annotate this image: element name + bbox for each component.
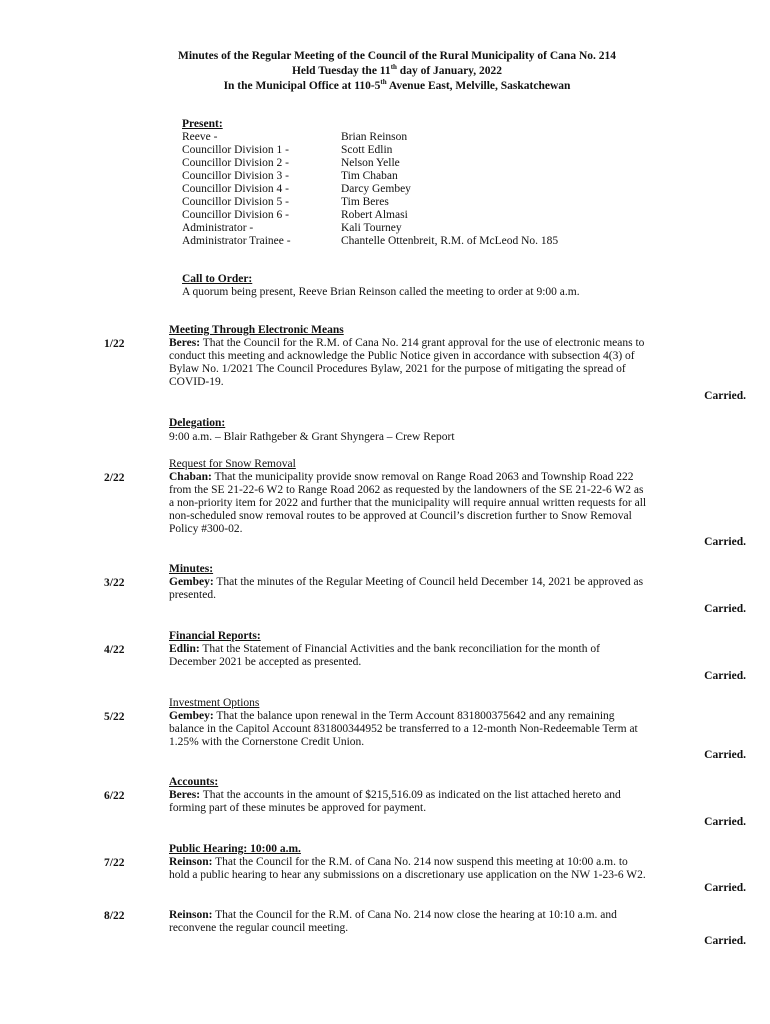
motion-2-line: Policy #300-02. (169, 523, 243, 535)
motion-3-heading: Minutes: (169, 563, 214, 575)
present-role: Administrator - (182, 222, 254, 234)
motion-3-text (169, 576, 747, 602)
motion-6-line: That the accounts in the amount of $215,516.09 as indicated on the list attached hereto and (200, 789, 621, 801)
motion-2-result: Carried. (704, 536, 746, 548)
motion-2-line: non-scheduled snow removal routes to be approved at Council’s discretion further to Snow Removal (169, 510, 632, 522)
motion-1-heading: Meeting Through Electronic Means (169, 324, 344, 336)
motion-8-text (169, 909, 747, 935)
motion-1-line: conduct this meeting and acknowledge the Public Notice given in accordance with subsection 4(3) of (169, 350, 635, 362)
motion-3-line: That the minutes of the Regular Meeting of Council held December 14, 2021 be approved as (213, 576, 644, 588)
present-role: Councillor Division 5 - (182, 196, 290, 208)
motion-2-mover: Chaban: (169, 471, 212, 483)
motion-7-result: Carried. (704, 882, 746, 894)
motion-2-heading: Request for Snow Removal (169, 458, 296, 470)
present-name: Chantelle Ottenbreit, R.M. of McLeod No. 185 (341, 235, 559, 247)
delegation-heading: Delegation: (169, 417, 226, 429)
motion-5-line: 1.25% with the Cornerstone Credit Union. (169, 736, 365, 748)
motion-7-number: 7/22 (104, 857, 125, 869)
motion-1-mover: Beres: (169, 337, 201, 349)
motion-8-mover: Reinson: (169, 909, 213, 921)
present-name: Tim Beres (341, 196, 389, 208)
motion-5-heading: Investment Options (169, 697, 260, 709)
motion-4-number: 4/22 (104, 644, 125, 656)
motion-7-line: That the Council for the R.M. of Cana No. 214 now suspend this meeting at 10:00 a.m. to (212, 856, 628, 868)
motion-1-number: 1/22 (104, 338, 125, 350)
motion-2-line: a non-priority item for 2022 and further that the municipality will require annual written requests for all (169, 497, 647, 509)
present-role: Councillor Division 4 - (182, 183, 290, 195)
motion-6-line: forming part of these minutes be approved for payment. (169, 802, 427, 814)
motion-2-number: 2/22 (104, 472, 125, 484)
present-name: Scott Edlin (341, 144, 393, 156)
motion-4-result: Carried. (704, 670, 746, 682)
present-name: Brian Reinson (341, 131, 408, 143)
present-role: Councillor Division 3 - (182, 170, 290, 182)
delegation-text: 9:00 a.m. – Blair Rathgeber & Grant Shyngera – Crew Report (169, 431, 455, 443)
motion-8-line: That the Council for the R.M. of Cana No. 214 now close the hearing at 10:10 a.m. and (212, 909, 617, 921)
motion-3-line: presented. (169, 589, 216, 601)
motion-7-mover: Reinson: (169, 856, 213, 868)
present-roles (182, 118, 332, 248)
motion-4-text (169, 643, 747, 669)
motion-7-line: hold a public hearing to hear any submissions on a discretionary use application on the NW 1-23-6 W2. (169, 869, 646, 881)
title-line-2-rest: day of January, 2022 (396, 65, 503, 77)
present-name: Tim Chaban (341, 170, 398, 182)
title-line-2-text: Held Tuesday the 11 (291, 65, 391, 77)
present-heading: Present: (182, 118, 223, 130)
motion-3-number: 3/22 (104, 577, 125, 589)
title-line-2 (0, 65, 770, 78)
motion-2-line: from the SE 21-22-6 W2 to Range Road 2062 as requested by the landowners of the SE 21-22-6 W2 as (169, 484, 644, 496)
motion-6-heading: Accounts: (169, 776, 219, 788)
present-names (341, 131, 641, 248)
title-line-3-text: In the Municipal Office at 110-5 (223, 80, 381, 92)
motion-2-text (169, 471, 747, 536)
title-line-3 (0, 80, 770, 93)
present-role: Councillor Division 1 - (182, 144, 290, 156)
motion-6-result: Carried. (704, 816, 746, 828)
title-line-3-sup: th (380, 78, 387, 87)
motion-5-number: 5/22 (104, 711, 125, 723)
present-name: Nelson Yelle (341, 157, 400, 169)
present-name: Robert Almasi (341, 209, 408, 221)
call-to-order-text: A quorum being present, Reeve Brian Reinson called the meeting to order at 9:00 a.m. (182, 286, 580, 298)
motion-8-line: reconvene the regular council meeting. (169, 922, 349, 934)
present-role: Councillor Division 6 - (182, 209, 290, 221)
present-name: Darcy Gembey (341, 183, 411, 195)
motion-1-line: Bylaw No. 1/2021 The Council Procedures Bylaw, 2021 for the purpose of mitigating the spread of (169, 363, 626, 375)
motion-6-text (169, 789, 747, 815)
motion-5-result: Carried. (704, 749, 746, 761)
present-name: Kali Tourney (341, 222, 402, 234)
motion-1-text (169, 337, 747, 389)
title-line-2-sup: th (390, 63, 397, 72)
call-to-order-heading: Call to Order: (182, 273, 253, 285)
motion-6-number: 6/22 (104, 790, 125, 802)
motion-5-mover: Gembey: (169, 710, 214, 722)
motion-2-line: That the municipality provide snow removal on Range Road 2063 and Township Road 222 (211, 471, 634, 483)
motion-4-mover: Edlin: (169, 643, 200, 655)
motion-4-line: December 2021 be accepted as presented. (169, 656, 362, 668)
motion-3-mover: Gembey: (169, 576, 214, 588)
motion-8-result: Carried. (704, 935, 746, 947)
title-line-1: Minutes of the Regular Meeting of the Council of the Rural Municipality of Cana No. 214 (177, 50, 617, 62)
motion-5-line: That the balance upon renewal in the Term Account 831800375642 and any remaining (213, 710, 615, 722)
motion-1-line: COVID-19. (169, 376, 224, 388)
motion-5-line: balance in the Capitol Account 831800344952 be transferred to a 12-month Non-Redeemable Term at (169, 723, 638, 735)
motion-4-line: That the Statement of Financial Activities and the bank reconciliation for the month of (199, 643, 600, 655)
motion-1-line: That the Council for the R.M. of Cana No. 214 grant approval for the use of electronic means to (200, 337, 645, 349)
motion-8-number: 8/22 (104, 910, 125, 922)
motion-7-heading: Public Hearing: 10:00 a.m. (169, 843, 301, 855)
title-line-3-rest: Avenue East, Melville, Saskatchewan (386, 80, 571, 92)
motion-7-text (169, 856, 747, 882)
motion-3-result: Carried. (704, 603, 746, 615)
call-to-order (182, 273, 742, 299)
present-role: Councillor Division 2 - (182, 157, 290, 169)
motion-4-heading: Financial Reports: (169, 630, 261, 642)
motion-5-text (169, 710, 747, 749)
present-role: Reeve - (182, 131, 218, 143)
present-role: Administrator Trainee - (182, 235, 291, 247)
motion-1-result: Carried. (704, 390, 746, 402)
motion-6-mover: Beres: (169, 789, 201, 801)
